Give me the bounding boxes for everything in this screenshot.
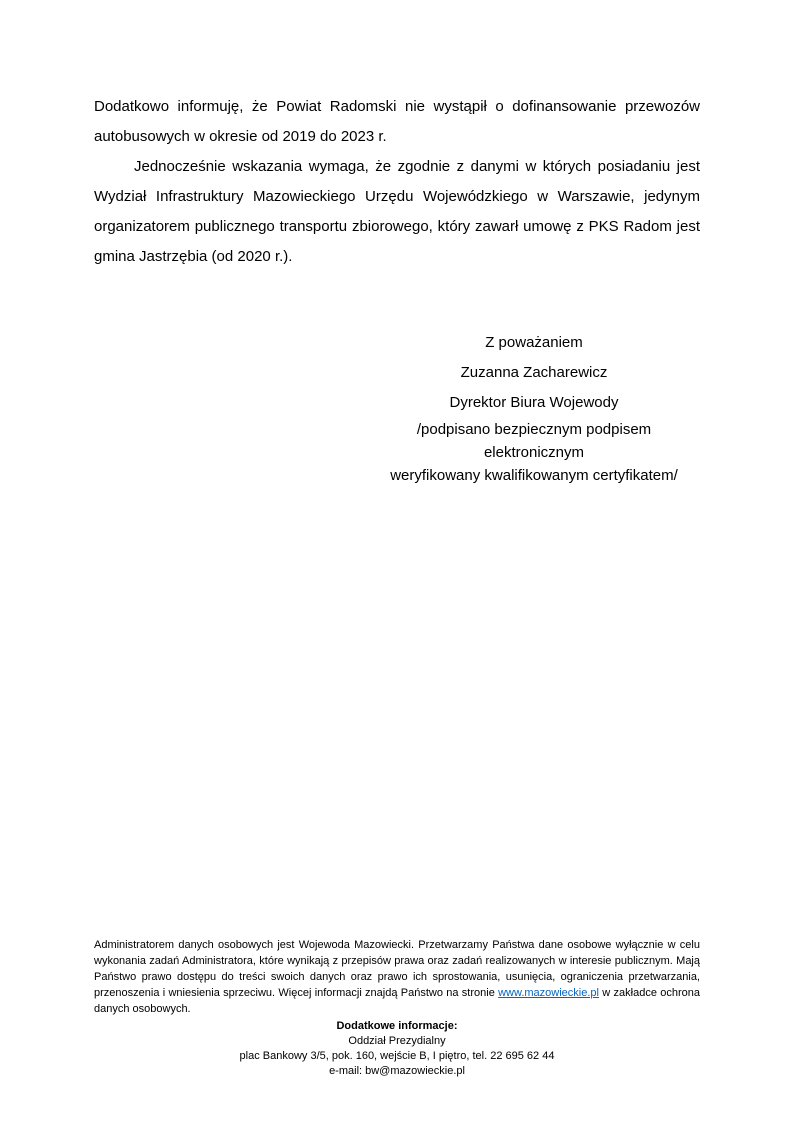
esign-note [366,418,702,487]
body-paragraph-2: Jednocześnie wskazania wymaga, że zgodnie z danymi w których posiadaniu jest Wydział Infrastruktury Mazowieckiego Urzędu Wojewódzkiego w Warszawie, jedynym organizatorem publicznego transportu zbiorowego, który zawarł umowę z PKS Radom jest gmina Jastrzębia (od 2020 r.). [94,158,700,265]
letter-footer [94,937,700,1079]
letter-body [94,92,700,487]
footer-contact-block [94,1019,700,1079]
footer-department: Oddział Prezydialny [348,1035,446,1047]
signature-closing: Z poważaniem [485,334,583,351]
body-paragraph-1: Dodatkowo informuję, że Powiat Radomski nie wystąpił o dofinansowanie przewozów autobusowych w okresie od 2019 do 2023 r. [94,98,700,145]
footer-email: e-mail: bw@mazowieckie.pl [329,1065,465,1077]
signature-name: Zuzanna Zacharewicz [460,364,608,381]
additional-info-label: Dodatkowe informacje: [336,1020,458,1032]
signature-title: Dyrektor Biura Wojewody [449,394,619,411]
esign-note-line1: /podpisano bezpiecznym podpisem elektronicznym [416,421,652,461]
esign-note-line2: weryfikowany kwalifikowanym certyfikatem/ [390,467,678,484]
privacy-note [94,937,700,1017]
privacy-website-link[interactable]: www.mazowieckie.pl [498,987,599,999]
privacy-text-after-link: w zakładce ochrona danych osobowych. [94,987,700,1015]
footer-address: plac Bankowy 3/5, pok. 160, wejście B, I piętro, tel. 22 695 62 44 [239,1050,555,1062]
signature-block [366,328,702,487]
privacy-text-before-link: Administratorem danych osobowych jest Wojewoda Mazowiecki. Przetwarzamy Państwa dane osobowe wyłącznie w celu wykonania zadań Administratora, które wynikają z przepisów prawa oraz zadań realizowanych w interesie publicznym. Mają Państwo prawo dostępu do treści swoich danych oraz prawo ich sprostowania, usunięcia, ograniczenia przetwarzania, przenoszenia i wniesienia sprzeciwu. Więcej informacji znajdą Państwo na stronie [94,939,700,999]
